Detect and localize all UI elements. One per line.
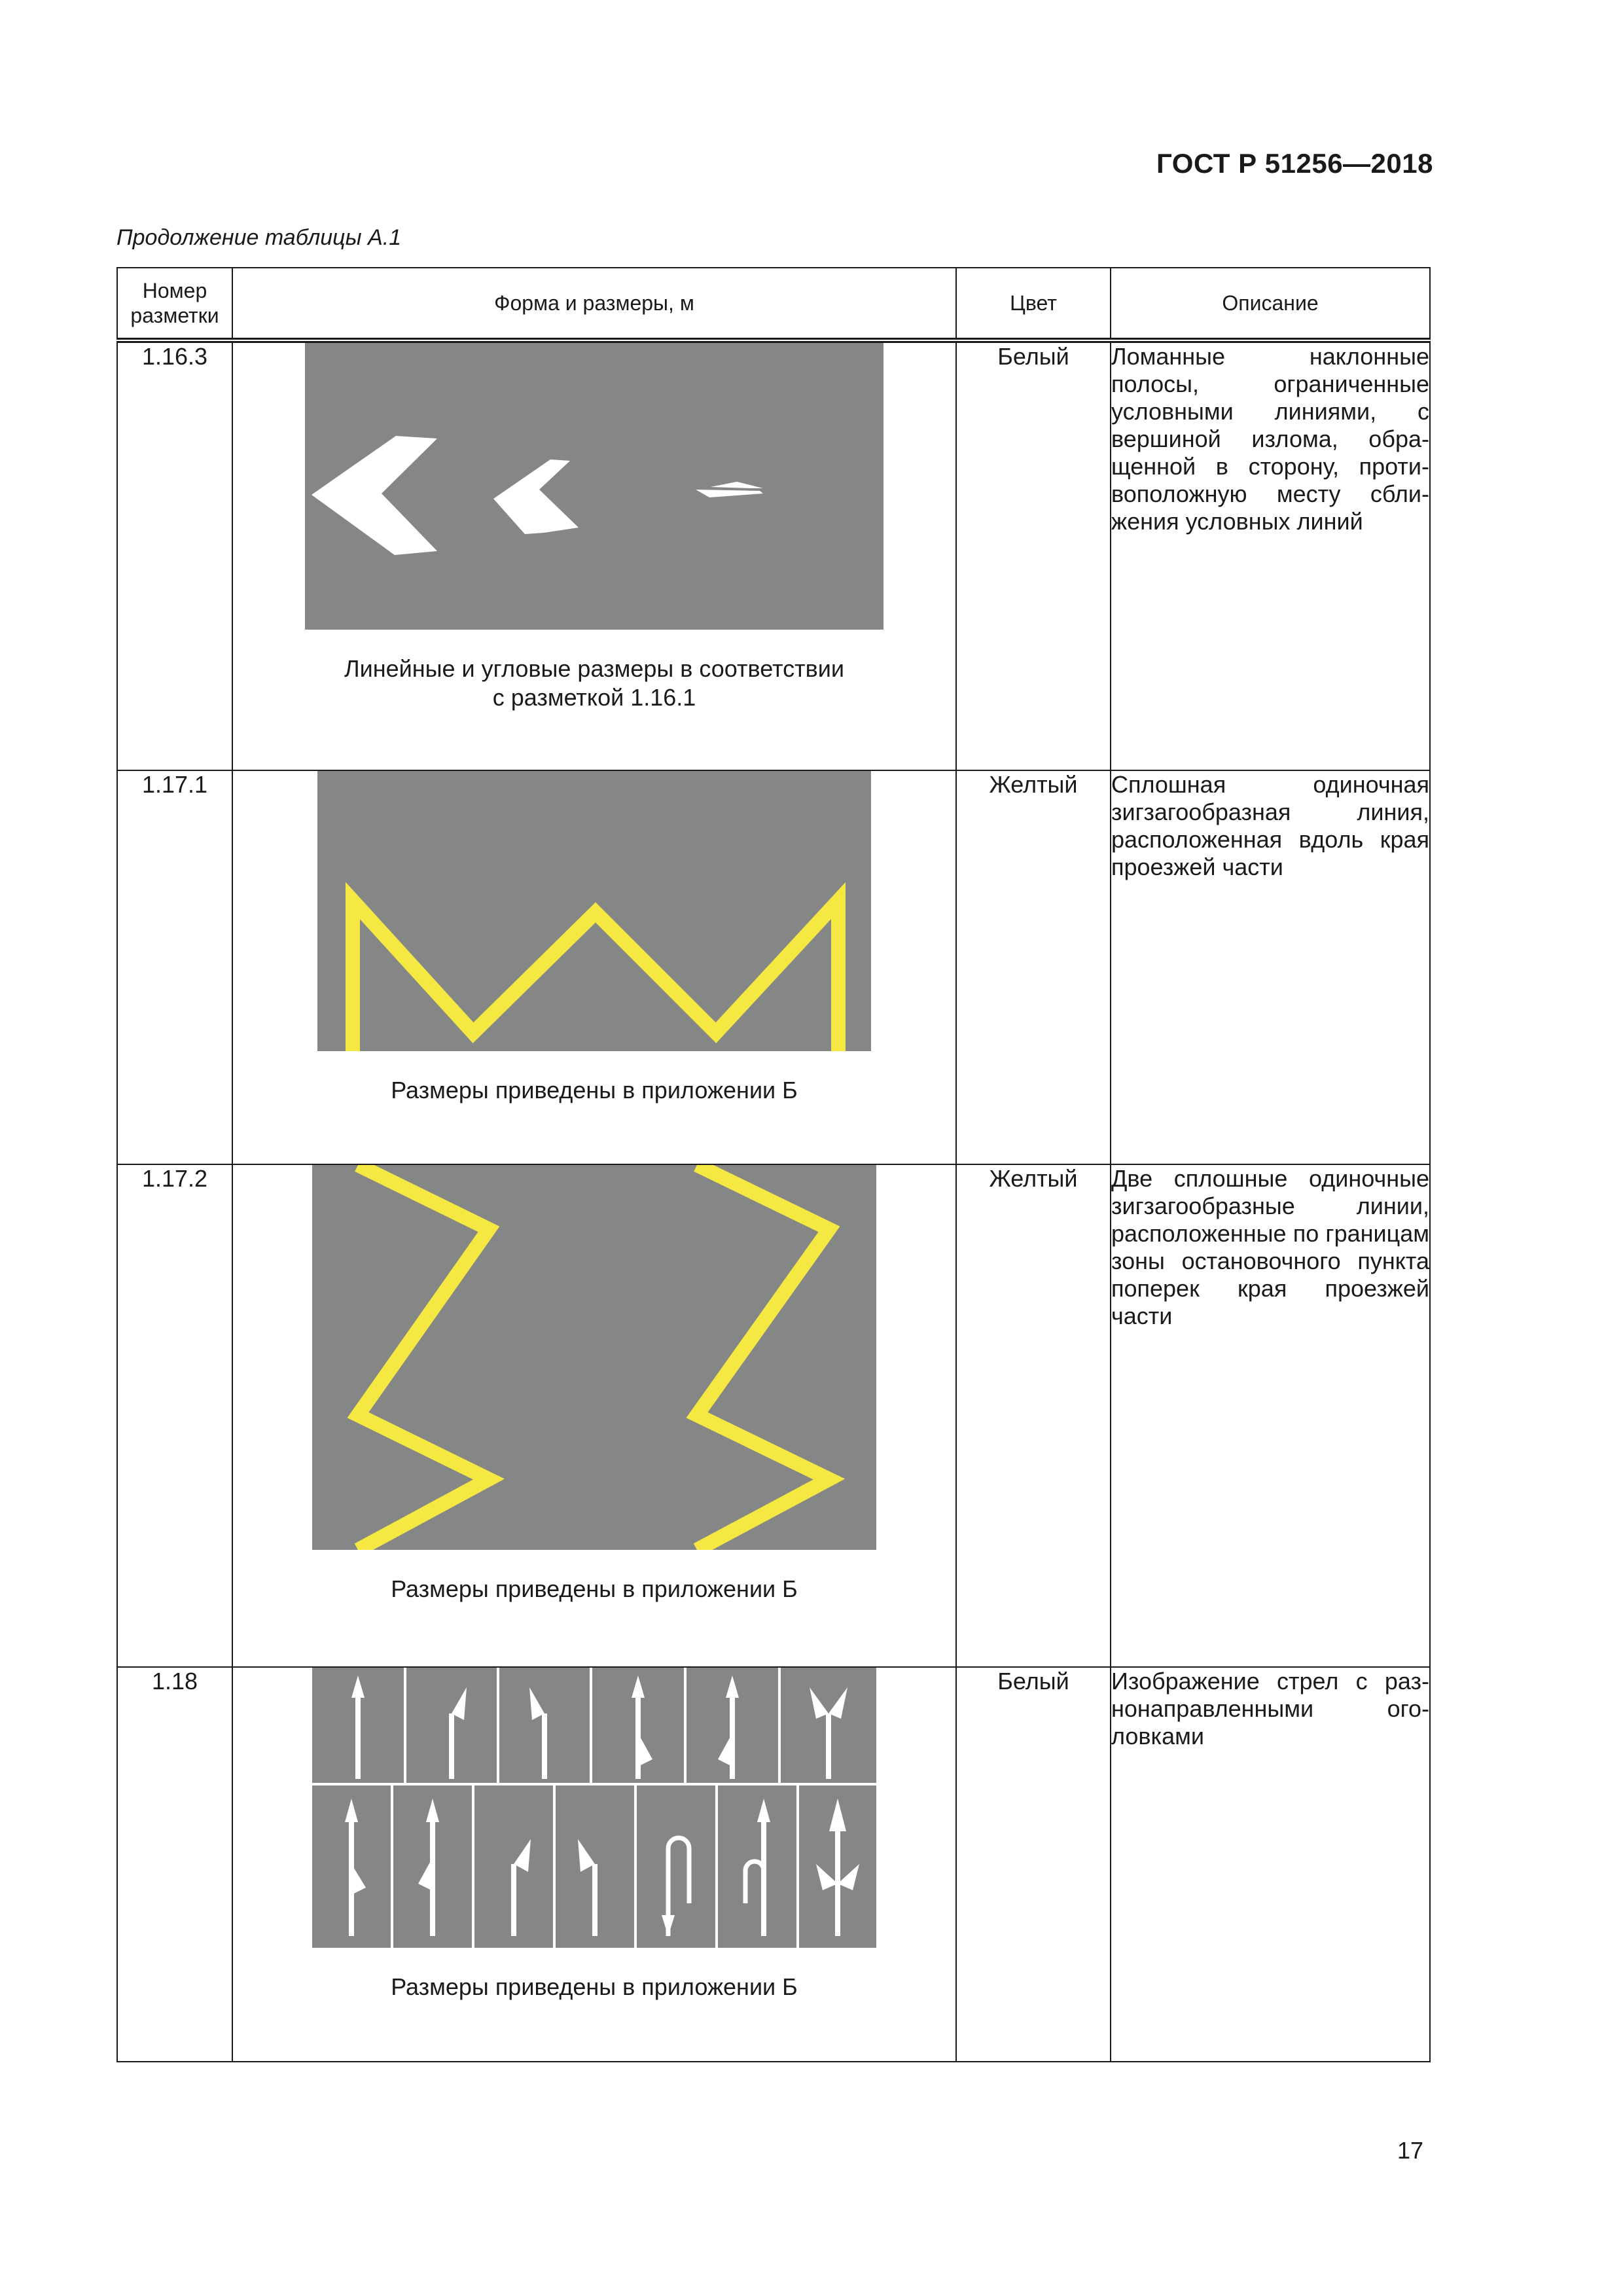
- marking-description: Изображение стрел с разнонаправленными оголовками: [1111, 1667, 1430, 2062]
- shape-note: Размеры приведены в приложении Б: [391, 1575, 798, 1602]
- marking-description: Сплошная одиночная зигзагообразная линия, расположенная вдоль края проезжей части: [1111, 770, 1430, 1164]
- marking-shape-cell: [232, 770, 956, 1164]
- marking-description: Ломанные наклонные полосы, ограниченные условными линиями, с вершиной излома, обращенной в сторону, противоположную месту сближения условных линий: [1111, 340, 1430, 770]
- shape-note: Линейные и угловые размеры в соответствии с разметкой 1.16.1: [344, 655, 844, 711]
- marking-1-16-3-image: [305, 343, 883, 630]
- marking-code: 1.16.3: [117, 340, 232, 770]
- marking-color: Желтый: [956, 1164, 1111, 1667]
- marking-shape-cell: [232, 1667, 956, 2062]
- table-row: [117, 1667, 1430, 2062]
- table-continuation-caption: Продолжение таблицы А.1: [116, 225, 402, 250]
- marking-1-17-1-image: [317, 771, 871, 1051]
- marking-code: 1.17.2: [117, 1164, 232, 1667]
- table-row: [117, 770, 1430, 1164]
- marking-color: Белый: [956, 340, 1111, 770]
- marking-1-17-2-image: [312, 1165, 876, 1550]
- shape-note: Размеры приведены в приложении Б: [391, 1077, 798, 1103]
- marking-description: Две сплошные одиночные зигзагообразные линии, расположенные по границам зоны остановочного пункта поперек края проезжей части: [1111, 1164, 1430, 1667]
- marking-code: 1.17.1: [117, 770, 232, 1164]
- page-number: 17: [1397, 2137, 1424, 2164]
- shape-note: Размеры приведены в приложении Б: [391, 1973, 798, 2000]
- marking-shape-cell: [232, 340, 956, 770]
- markings-table: [116, 267, 1431, 2062]
- header-shape: Форма и размеры, м: [232, 268, 956, 340]
- table-row: [117, 340, 1430, 770]
- marking-color: Белый: [956, 1667, 1111, 2062]
- table-row: [117, 1164, 1430, 1667]
- header-color: Цвет: [956, 268, 1111, 340]
- header-description: Описание: [1111, 268, 1430, 340]
- header-number: Номер разметки: [117, 268, 232, 340]
- marking-code: 1.18: [117, 1667, 232, 2062]
- document-code: ГОСТ Р 51256—2018: [1156, 148, 1433, 179]
- marking-shape-cell: [232, 1164, 956, 1667]
- marking-1-18-image: [312, 1668, 876, 1948]
- table-header-row: [117, 268, 1430, 340]
- marking-color: Желтый: [956, 770, 1111, 1164]
